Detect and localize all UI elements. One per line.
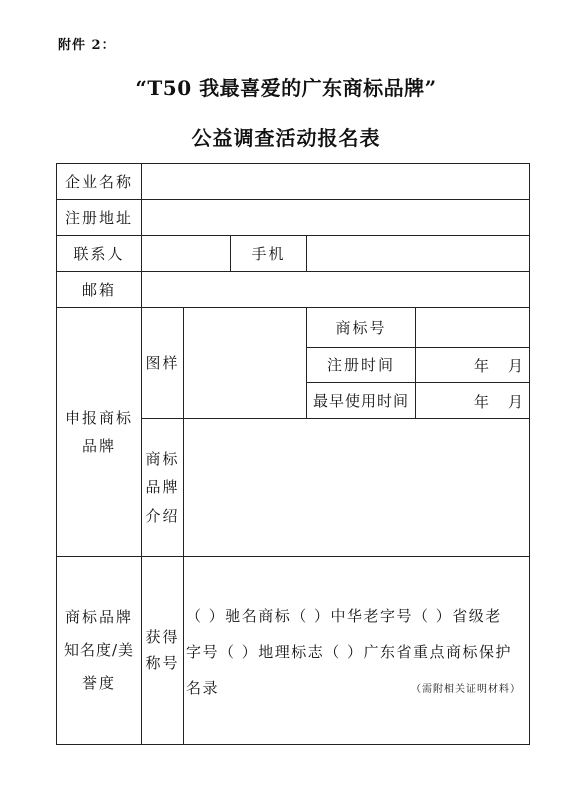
first-use-month: 月 [508,393,524,411]
company-name-label: 企业名称 [64,172,133,191]
tm-number-field[interactable] [416,308,529,347]
fame-label-line3: 誉度 [81,674,116,692]
brand-apply-label [57,308,141,556]
first-use-year: 年 [474,393,490,411]
reg-time-label: 注册时间 [326,356,395,374]
first-use-label: 最早使用时间 [312,391,409,410]
proof-note: （需附相关证明材料） [411,684,521,695]
brand-intro-label-line3: 介绍 [145,506,180,525]
awards-label [142,557,183,744]
email-field[interactable] [142,272,529,307]
fame-label-line2: 知名度/美 [63,641,135,659]
form-title-line1: “T50 我最喜爱的广东商标品牌” [135,76,437,100]
contact-label: 联系人 [73,244,125,263]
attachment-label: 附件 2： [58,38,116,53]
email-label: 邮箱 [81,280,116,299]
contact-field[interactable] [142,236,230,271]
brand-apply-label-line2: 品牌 [81,437,116,455]
honor-options-line3: 名录 [186,679,220,697]
tm-number-label: 商标号 [335,318,387,337]
brand-intro-label-line2: 品牌 [145,478,180,497]
reg-address-field[interactable] [142,200,529,235]
brand-apply-label-line1: 申报商标 [64,409,133,427]
honor-options-line1: （ ）驰名商标（ ）中华老字号（ ）省级老 [186,607,502,625]
fame-label [57,557,141,744]
awards-label-line2: 称号 [145,653,180,672]
sample-label: 图样 [145,354,180,372]
brand-intro-field[interactable] [184,419,529,556]
mobile-label: 手机 [251,244,286,263]
reg-time-month: 月 [508,357,524,375]
honor-options-line2: 字号（ ）地理标志（ ）广东省重点商标保护 [186,643,513,661]
fame-label-line1: 商标品牌 [64,608,133,626]
brand-intro-label-line1: 商标 [145,449,180,468]
reg-time-year: 年 [474,357,490,375]
mobile-field[interactable] [307,236,529,271]
company-name-field[interactable] [142,164,529,199]
awards-label-line1: 获得 [145,628,180,646]
form-title-line2: 公益调查活动报名表 [191,126,381,150]
reg-address-label: 注册地址 [64,208,133,227]
sample-image-field[interactable] [184,308,306,418]
brand-intro-label [142,419,183,556]
